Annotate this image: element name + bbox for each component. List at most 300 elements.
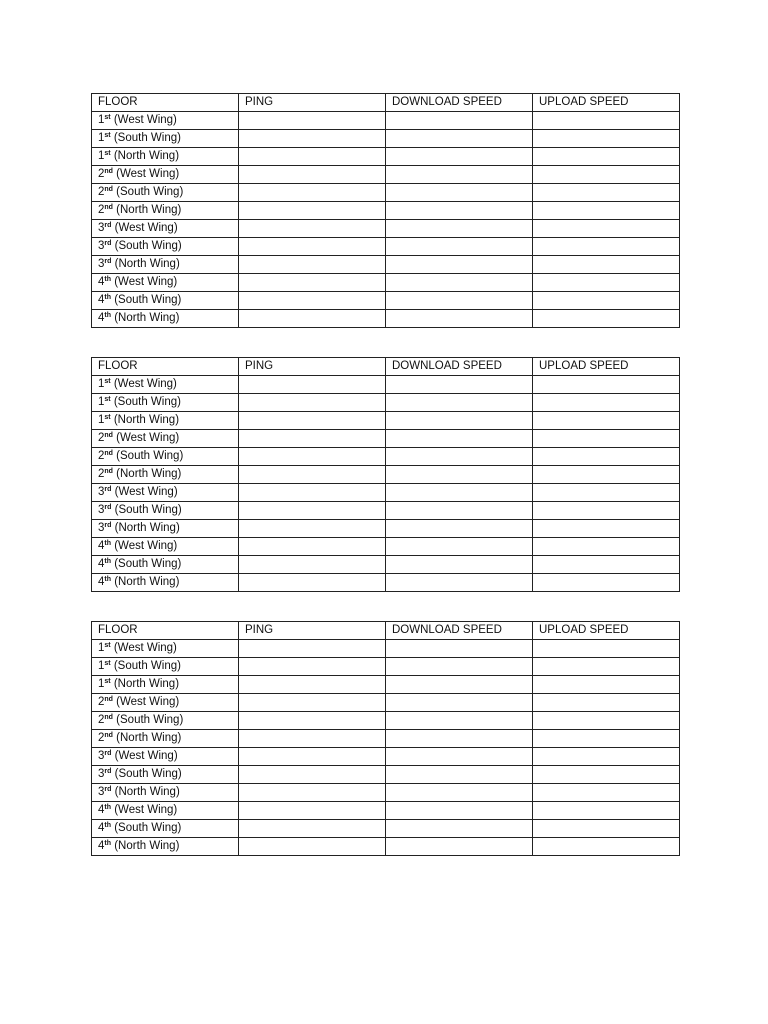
floor-cell	[92, 184, 239, 202]
ping-cell[interactable]	[239, 292, 386, 310]
upload-speed-cell-input[interactable]	[539, 538, 679, 554]
ping-cell-input[interactable]	[245, 184, 385, 200]
floor-header: FLOOR	[92, 94, 239, 112]
download-speed-cell[interactable]	[386, 292, 533, 310]
page	[91, 93, 679, 885]
download-speed-cell[interactable]	[386, 274, 533, 292]
download-speed-cell-input[interactable]	[392, 556, 532, 572]
ping-cell[interactable]	[239, 166, 386, 184]
upload-speed-cell-input[interactable]	[539, 292, 679, 308]
ping-cell[interactable]	[239, 748, 386, 766]
ping-cell[interactable]	[239, 694, 386, 712]
upload-speed-cell[interactable]	[533, 184, 680, 202]
download-speed-cell[interactable]	[386, 412, 533, 430]
upload-speed-cell-input[interactable]	[539, 238, 679, 254]
wing-label: (South Wing)	[113, 660, 181, 672]
ping-cell[interactable]	[239, 538, 386, 556]
upload-speed-cell[interactable]	[533, 274, 680, 292]
upload-speed-cell[interactable]	[533, 712, 680, 730]
floor-ordinal-suffix: rd	[104, 768, 112, 775]
table-row	[92, 712, 680, 730]
ping-cell[interactable]	[239, 310, 386, 328]
download-speed-header: DOWNLOAD SPEED	[386, 94, 533, 112]
ping-cell[interactable]	[239, 112, 386, 130]
floor-ordinal-suffix: rd	[104, 258, 112, 265]
ping-cell-input[interactable]	[245, 658, 385, 674]
download-speed-cell-input[interactable]	[392, 184, 532, 200]
floor-number: 4	[98, 312, 105, 324]
ping-cell[interactable]	[239, 202, 386, 220]
floor-ordinal-suffix: rd	[104, 522, 112, 529]
floor-cell	[92, 112, 239, 130]
upload-speed-cell-input[interactable]	[539, 766, 679, 782]
upload-speed-cell[interactable]	[533, 430, 680, 448]
floor-header: FLOOR	[92, 622, 239, 640]
table-row	[92, 748, 680, 766]
floor-ordinal-suffix: st	[104, 396, 111, 403]
speed-table	[91, 621, 680, 856]
ping-cell[interactable]	[239, 556, 386, 574]
ping-cell[interactable]	[239, 184, 386, 202]
upload-speed-cell-input[interactable]	[539, 220, 679, 236]
ping-cell[interactable]	[239, 130, 386, 148]
download-speed-cell[interactable]	[386, 202, 533, 220]
download-speed-cell[interactable]	[386, 376, 533, 394]
table-row	[92, 310, 680, 328]
wing-label: (North Wing)	[113, 678, 180, 690]
ping-cell-input[interactable]	[245, 412, 385, 428]
upload-speed-cell[interactable]	[533, 748, 680, 766]
download-speed-cell-input[interactable]	[392, 484, 532, 500]
ping-cell[interactable]	[239, 412, 386, 430]
floor-ordinal-suffix: th	[104, 822, 112, 829]
upload-speed-cell-input[interactable]	[539, 130, 679, 146]
upload-speed-cell[interactable]	[533, 676, 680, 694]
ping-cell[interactable]	[239, 712, 386, 730]
table-row	[92, 238, 680, 256]
floor-header: FLOOR	[92, 358, 239, 376]
upload-speed-cell-input[interactable]	[539, 202, 679, 218]
ping-cell-input[interactable]	[245, 448, 385, 464]
ping-cell-input[interactable]	[245, 148, 385, 164]
ping-cell[interactable]	[239, 574, 386, 592]
ping-cell-input[interactable]	[245, 538, 385, 554]
floor-cell	[92, 694, 239, 712]
ping-cell[interactable]	[239, 838, 386, 856]
download-speed-cell-input[interactable]	[392, 658, 532, 674]
upload-speed-cell[interactable]	[533, 202, 680, 220]
ping-cell-input[interactable]	[245, 466, 385, 482]
table-row	[92, 802, 680, 820]
download-speed-cell[interactable]	[386, 640, 533, 658]
upload-speed-cell[interactable]	[533, 166, 680, 184]
download-speed-cell-input[interactable]	[392, 574, 532, 590]
floor-number: 4	[98, 822, 105, 834]
ping-cell-input[interactable]	[245, 502, 385, 518]
floor-cell	[92, 376, 239, 394]
floor-cell	[92, 556, 239, 574]
floor-number: 3	[98, 504, 105, 516]
upload-speed-cell[interactable]	[533, 448, 680, 466]
wing-label: (West Wing)	[116, 168, 180, 180]
upload-speed-cell[interactable]	[533, 802, 680, 820]
wing-label: (South Wing)	[114, 294, 182, 306]
download-speed-cell-input[interactable]	[392, 130, 532, 146]
ping-cell[interactable]	[239, 220, 386, 238]
ping-cell-input[interactable]	[245, 694, 385, 710]
download-speed-cell[interactable]	[386, 802, 533, 820]
download-speed-cell-input[interactable]	[392, 538, 532, 554]
table-row	[92, 112, 680, 130]
floor-ordinal-suffix: th	[104, 558, 112, 565]
upload-speed-cell-input[interactable]	[539, 430, 679, 446]
upload-speed-cell[interactable]	[533, 820, 680, 838]
upload-speed-cell-input[interactable]	[539, 838, 679, 854]
ping-header: PING	[239, 358, 386, 376]
download-speed-cell-input[interactable]	[392, 466, 532, 482]
upload-speed-cell[interactable]	[533, 574, 680, 592]
upload-speed-cell-input[interactable]	[539, 466, 679, 482]
download-speed-cell-input[interactable]	[392, 148, 532, 164]
ping-cell-input[interactable]	[245, 256, 385, 272]
floor-cell	[92, 748, 239, 766]
download-speed-cell[interactable]	[386, 394, 533, 412]
ping-cell[interactable]	[239, 484, 386, 502]
upload-speed-cell[interactable]	[533, 838, 680, 856]
download-speed-cell[interactable]	[386, 220, 533, 238]
table-row	[92, 148, 680, 166]
floor-cell	[92, 574, 239, 592]
ping-cell-input[interactable]	[245, 676, 385, 692]
download-speed-cell[interactable]	[386, 766, 533, 784]
upload-speed-cell[interactable]	[533, 502, 680, 520]
upload-speed-cell-input[interactable]	[539, 148, 679, 164]
floor-ordinal-suffix: nd	[104, 168, 113, 175]
download-speed-cell[interactable]	[386, 112, 533, 130]
download-speed-cell-input[interactable]	[392, 766, 532, 782]
upload-speed-cell-input[interactable]	[539, 520, 679, 536]
wing-label: (West Wing)	[114, 222, 178, 234]
wing-label: (North Wing)	[116, 204, 182, 216]
upload-speed-cell-input[interactable]	[539, 274, 679, 290]
floor-ordinal-suffix: st	[104, 642, 111, 649]
floor-ordinal-suffix: nd	[104, 714, 113, 721]
upload-speed-cell-input[interactable]	[539, 802, 679, 818]
ping-cell[interactable]	[239, 502, 386, 520]
upload-speed-cell-input[interactable]	[539, 448, 679, 464]
download-speed-cell[interactable]	[386, 448, 533, 466]
download-speed-cell-input[interactable]	[392, 784, 532, 800]
ping-cell-input[interactable]	[245, 820, 385, 836]
ping-cell-input[interactable]	[245, 220, 385, 236]
ping-cell-input[interactable]	[245, 730, 385, 746]
ping-cell[interactable]	[239, 658, 386, 676]
upload-speed-cell-input[interactable]	[539, 556, 679, 572]
upload-speed-cell[interactable]	[533, 220, 680, 238]
wing-label: (North Wing)	[116, 732, 182, 744]
table-row	[92, 766, 680, 784]
floor-number: 3	[98, 768, 105, 780]
upload-speed-cell[interactable]	[533, 130, 680, 148]
ping-cell[interactable]	[239, 448, 386, 466]
ping-cell[interactable]	[239, 376, 386, 394]
wing-label: (West Wing)	[116, 696, 180, 708]
download-speed-cell-input[interactable]	[392, 676, 532, 692]
ping-cell-input[interactable]	[245, 430, 385, 446]
ping-cell[interactable]	[239, 394, 386, 412]
download-speed-cell-input[interactable]	[392, 112, 532, 128]
download-speed-cell[interactable]	[386, 838, 533, 856]
upload-speed-cell-input[interactable]	[539, 640, 679, 656]
download-speed-cell[interactable]	[386, 148, 533, 166]
download-speed-cell[interactable]	[386, 184, 533, 202]
upload-speed-cell[interactable]	[533, 658, 680, 676]
table-row	[92, 466, 680, 484]
upload-speed-cell[interactable]	[533, 376, 680, 394]
upload-speed-cell[interactable]	[533, 310, 680, 328]
download-speed-cell[interactable]	[386, 430, 533, 448]
floor-ordinal-suffix: th	[104, 804, 112, 811]
download-speed-cell[interactable]	[386, 784, 533, 802]
download-speed-cell-input[interactable]	[392, 520, 532, 536]
download-speed-cell[interactable]	[386, 556, 533, 574]
ping-cell[interactable]	[239, 640, 386, 658]
floor-ordinal-suffix: rd	[104, 486, 112, 493]
ping-cell-input[interactable]	[245, 520, 385, 536]
download-speed-cell-input[interactable]	[392, 640, 532, 656]
ping-cell-input[interactable]	[245, 394, 385, 410]
upload-speed-cell-input[interactable]	[539, 730, 679, 746]
ping-cell-input[interactable]	[245, 112, 385, 128]
download-speed-cell-input[interactable]	[392, 802, 532, 818]
download-speed-cell[interactable]	[386, 238, 533, 256]
upload-speed-cell[interactable]	[533, 766, 680, 784]
download-speed-cell[interactable]	[386, 574, 533, 592]
download-speed-cell-input[interactable]	[392, 448, 532, 464]
upload-speed-cell[interactable]	[533, 112, 680, 130]
ping-cell-input[interactable]	[245, 376, 385, 392]
download-speed-cell-input[interactable]	[392, 694, 532, 710]
download-speed-cell-input[interactable]	[392, 274, 532, 290]
download-speed-cell-input[interactable]	[392, 730, 532, 746]
ping-cell-input[interactable]	[245, 310, 385, 326]
upload-speed-cell[interactable]	[533, 466, 680, 484]
upload-speed-cell-input[interactable]	[539, 256, 679, 272]
ping-cell[interactable]	[239, 256, 386, 274]
upload-speed-cell[interactable]	[533, 538, 680, 556]
upload-speed-cell-input[interactable]	[539, 820, 679, 836]
upload-speed-cell-input[interactable]	[539, 676, 679, 692]
ping-cell[interactable]	[239, 274, 386, 292]
download-speed-cell-input[interactable]	[392, 220, 532, 236]
upload-speed-cell-input[interactable]	[539, 412, 679, 428]
floor-number: 3	[98, 486, 105, 498]
floor-ordinal-suffix: st	[104, 414, 111, 421]
floor-ordinal-suffix: st	[104, 132, 111, 139]
floor-ordinal-suffix: rd	[104, 222, 112, 229]
ping-cell-input[interactable]	[245, 292, 385, 308]
wing-label: (South Wing)	[114, 768, 182, 780]
upload-speed-cell-input[interactable]	[539, 502, 679, 518]
download-speed-cell-input[interactable]	[392, 748, 532, 764]
upload-speed-cell-input[interactable]	[539, 376, 679, 392]
download-speed-cell-input[interactable]	[392, 256, 532, 272]
upload-speed-cell-input[interactable]	[539, 748, 679, 764]
download-speed-cell-input[interactable]	[392, 412, 532, 428]
download-speed-cell[interactable]	[386, 676, 533, 694]
upload-speed-cell-input[interactable]	[539, 658, 679, 674]
wing-label: (West Wing)	[113, 114, 177, 126]
download-speed-cell[interactable]	[386, 658, 533, 676]
download-speed-cell[interactable]	[386, 730, 533, 748]
floor-ordinal-suffix: nd	[104, 696, 113, 703]
upload-speed-cell[interactable]	[533, 694, 680, 712]
floor-cell	[92, 202, 239, 220]
download-speed-cell-input[interactable]	[392, 838, 532, 854]
ping-cell-input[interactable]	[245, 556, 385, 572]
ping-cell[interactable]	[239, 238, 386, 256]
ping-cell-input[interactable]	[245, 166, 385, 182]
wing-label: (West Wing)	[114, 540, 178, 552]
upload-speed-cell-input[interactable]	[539, 784, 679, 800]
upload-speed-cell[interactable]	[533, 394, 680, 412]
ping-cell[interactable]	[239, 430, 386, 448]
ping-cell[interactable]	[239, 730, 386, 748]
ping-cell[interactable]	[239, 766, 386, 784]
download-speed-cell-input[interactable]	[392, 502, 532, 518]
upload-speed-cell-input[interactable]	[539, 574, 679, 590]
floor-number: 2	[98, 450, 105, 462]
floor-number: 3	[98, 522, 105, 534]
download-speed-cell[interactable]	[386, 466, 533, 484]
ping-cell-input[interactable]	[245, 484, 385, 500]
wing-label: (West Wing)	[116, 432, 180, 444]
table-row	[92, 556, 680, 574]
download-speed-cell-input[interactable]	[392, 712, 532, 728]
download-speed-cell-input[interactable]	[392, 238, 532, 254]
ping-cell[interactable]	[239, 520, 386, 538]
upload-speed-cell[interactable]	[533, 556, 680, 574]
floor-number: 2	[98, 204, 105, 216]
upload-speed-cell[interactable]	[533, 520, 680, 538]
floor-cell	[92, 394, 239, 412]
wing-label: (North Wing)	[114, 840, 180, 852]
upload-speed-cell-input[interactable]	[539, 694, 679, 710]
table-row	[92, 538, 680, 556]
download-speed-cell[interactable]	[386, 310, 533, 328]
upload-speed-cell[interactable]	[533, 484, 680, 502]
floor-cell	[92, 310, 239, 328]
upload-speed-cell-input[interactable]	[539, 712, 679, 728]
download-speed-cell-input[interactable]	[392, 166, 532, 182]
ping-cell[interactable]	[239, 820, 386, 838]
download-speed-cell[interactable]	[386, 166, 533, 184]
table-row	[92, 694, 680, 712]
download-speed-cell[interactable]	[386, 502, 533, 520]
wing-label: (West Wing)	[114, 750, 178, 762]
ping-cell-input[interactable]	[245, 838, 385, 854]
download-speed-cell-input[interactable]	[392, 394, 532, 410]
floor-number: 4	[98, 804, 105, 816]
download-speed-header: DOWNLOAD SPEED	[386, 358, 533, 376]
download-speed-cell[interactable]	[386, 694, 533, 712]
wing-label: (North Wing)	[114, 522, 180, 534]
wing-label: (South Wing)	[114, 822, 182, 834]
ping-cell-input[interactable]	[245, 238, 385, 254]
ping-cell-input[interactable]	[245, 802, 385, 818]
ping-cell-input[interactable]	[245, 712, 385, 728]
ping-cell[interactable]	[239, 148, 386, 166]
floor-number: 4	[98, 840, 105, 852]
floor-ordinal-suffix: nd	[104, 450, 113, 457]
download-speed-cell-input[interactable]	[392, 310, 532, 326]
upload-speed-cell-input[interactable]	[539, 310, 679, 326]
ping-cell-input[interactable]	[245, 784, 385, 800]
ping-cell-input[interactable]	[245, 274, 385, 290]
download-speed-cell[interactable]	[386, 256, 533, 274]
download-speed-cell-input[interactable]	[392, 292, 532, 308]
upload-speed-cell-input[interactable]	[539, 166, 679, 182]
upload-speed-cell[interactable]	[533, 784, 680, 802]
floor-cell	[92, 820, 239, 838]
wing-label: (West Wing)	[113, 378, 177, 390]
floor-number: 2	[98, 168, 105, 180]
download-speed-cell[interactable]	[386, 538, 533, 556]
ping-cell-input[interactable]	[245, 130, 385, 146]
floor-cell	[92, 640, 239, 658]
upload-speed-cell[interactable]	[533, 238, 680, 256]
ping-cell-input[interactable]	[245, 640, 385, 656]
upload-speed-cell[interactable]	[533, 412, 680, 430]
upload-speed-cell-input[interactable]	[539, 184, 679, 200]
wing-label: (North Wing)	[114, 786, 180, 798]
download-speed-cell-input[interactable]	[392, 430, 532, 446]
download-speed-cell[interactable]	[386, 748, 533, 766]
ping-cell[interactable]	[239, 466, 386, 484]
floor-ordinal-suffix: st	[104, 378, 111, 385]
download-speed-cell[interactable]	[386, 484, 533, 502]
upload-speed-cell[interactable]	[533, 640, 680, 658]
ping-cell[interactable]	[239, 802, 386, 820]
ping-cell-input[interactable]	[245, 574, 385, 590]
download-speed-cell[interactable]	[386, 520, 533, 538]
upload-speed-cell-input[interactable]	[539, 484, 679, 500]
download-speed-cell-input[interactable]	[392, 202, 532, 218]
floor-cell	[92, 658, 239, 676]
upload-speed-cell-input[interactable]	[539, 394, 679, 410]
download-speed-cell[interactable]	[386, 820, 533, 838]
floor-cell	[92, 838, 239, 856]
download-speed-cell-input[interactable]	[392, 376, 532, 392]
floor-number: 2	[98, 732, 105, 744]
download-speed-cell[interactable]	[386, 712, 533, 730]
ping-cell[interactable]	[239, 676, 386, 694]
ping-cell[interactable]	[239, 784, 386, 802]
upload-speed-cell[interactable]	[533, 256, 680, 274]
download-speed-cell[interactable]	[386, 130, 533, 148]
ping-cell-input[interactable]	[245, 748, 385, 764]
download-speed-cell-input[interactable]	[392, 820, 532, 836]
upload-speed-cell[interactable]	[533, 730, 680, 748]
floor-ordinal-suffix: rd	[104, 504, 112, 511]
floor-ordinal-suffix: nd	[104, 204, 113, 211]
upload-speed-cell[interactable]	[533, 148, 680, 166]
upload-speed-cell[interactable]	[533, 292, 680, 310]
floor-cell	[92, 730, 239, 748]
upload-speed-cell-input[interactable]	[539, 112, 679, 128]
ping-cell-input[interactable]	[245, 766, 385, 782]
ping-cell-input[interactable]	[245, 202, 385, 218]
